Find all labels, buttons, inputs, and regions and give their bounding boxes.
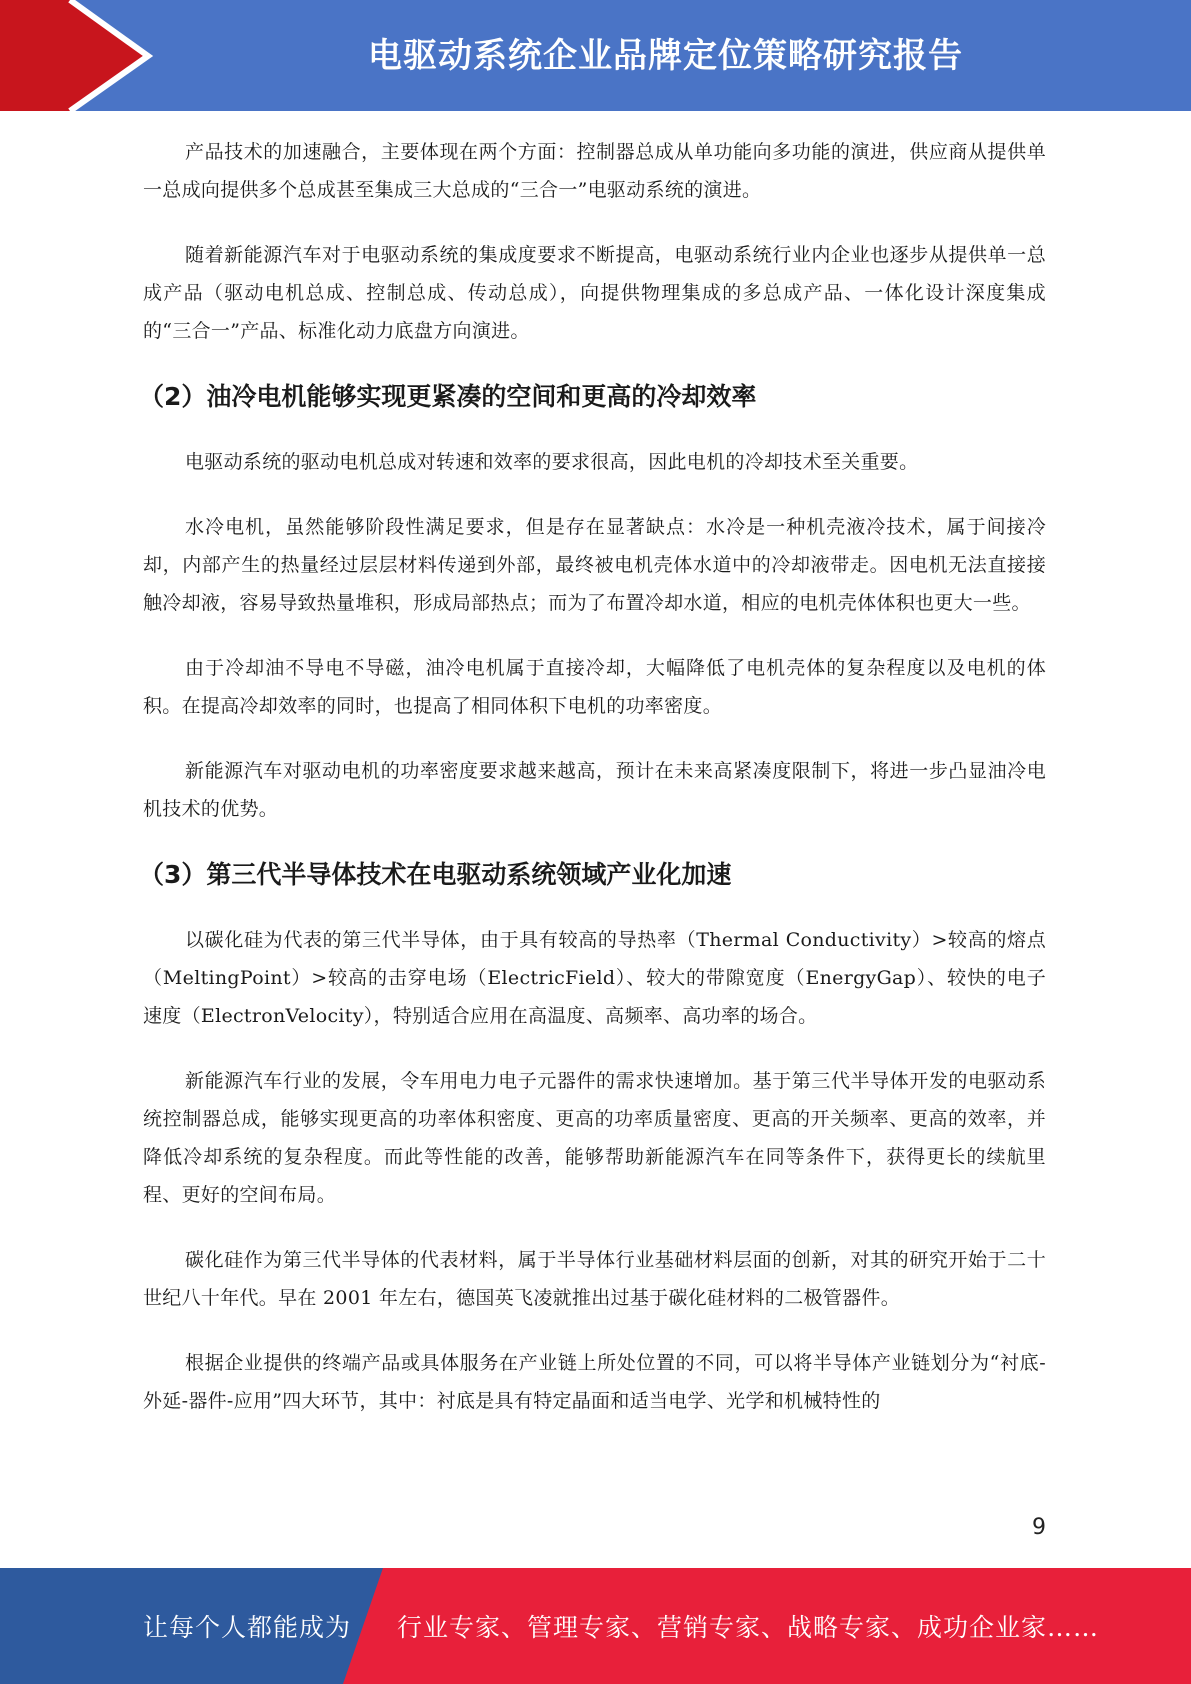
page-footer xyxy=(0,1568,1191,1684)
paragraph: 由于冷却油不导电不导磁，油冷电机属于直接冷却，大幅降低了电机壳体的复杂程度以及电机的体积。在提高冷却效率的同时，也提高了相同体积下电机的功率密度。 xyxy=(143,657,1046,717)
paragraph: 根据企业提供的终端产品或具体服务在产业链上所处位置的不同，可以将半导体产业链划分为“衬底-外延-器件-应用”四大环节，其中：衬底是具有特定晶面和适当电学、光学和机械特性的 xyxy=(143,1352,1046,1412)
page-header xyxy=(0,0,1191,111)
paragraph: 碳化硅作为第三代半导体的代表材料，属于半导体行业基础材料层面的创新，对其的研究开始于二十世纪八十年代。早在 2001 年左右，德国英飞凌就推出过基于碳化硅材料的二极管器件。 xyxy=(143,1249,1046,1309)
footer-slogan-right: 行业专家、管理专家、营销专家、战略专家、成功企业家…… xyxy=(397,1613,1100,1642)
paragraph: 电驱动系统的驱动电机总成对转速和效率的要求很高，因此电机的冷却技术至关重要。 xyxy=(185,451,919,473)
section-heading: （2）油冷电机能够实现更紧凑的空间和更高的冷却效率 xyxy=(139,382,757,411)
paragraph: 产品技术的加速融合，主要体现在两个方面：控制器总成从单功能向多功能的演进，供应商从提供单一总成向提供多个总成甚至集成三大总成的“三合一”电驱动系统的演进。 xyxy=(143,141,1046,201)
section-heading: （3）第三代半导体技术在电驱动系统领域产业化加速 xyxy=(139,860,732,889)
paragraph: 随着新能源汽车对于电驱动系统的集成度要求不断提高，电驱动系统行业内企业也逐步从提供单一总成产品（驱动电机总成、控制总成、传动总成），向提供物理集成的多总成产品、一体化设计深度集成的“三合一”产品、标准化动力底盘方向演进。 xyxy=(143,244,1046,342)
paragraph: 新能源汽车行业的发展，令车用电力电子元器件的需求快速增加。基于第三代半导体开发的电驱动系统控制器总成，能够实现更高的功率体积密度、更高的功率质量密度、更高的开关频率、更高的效率，并降低冷却系统的复杂程度。而此等性能的改善，能够帮助新能源汽车在同等条件下，获得更长的续航里程、更好的空间布局。 xyxy=(143,1070,1046,1206)
page-content xyxy=(139,133,1046,1447)
header-title: 电驱动系统企业品牌定位策略研究报告 xyxy=(368,36,963,76)
footer-slogan-left: 让每个人都能成为 xyxy=(143,1613,352,1642)
paragraph: 新能源汽车对驱动电机的功率密度要求越来越高，预计在未来高紧凑度限制下，将进一步凸显油冷电机技术的优势。 xyxy=(143,760,1046,820)
paragraph: 水冷电机，虽然能够阶段性满足要求，但是存在显著缺点：水冷是一种机壳液冷技术，属于间接冷却，内部产生的热量经过层层材料传递到外部，最终被电机壳体水道中的冷却液带走。因电机无法直接接触冷却液，容易导致热量堆积，形成局部热点；而为了布置冷却水道，相应的电机壳体体积也更大一些。 xyxy=(143,516,1046,614)
paragraph: 以碳化硅为代表的第三代半导体，由于具有较高的导热率（Thermal Conductivity）>较高的熔点（MeltingPoint）>较高的击穿电场（ElectricField）、较大的带隙宽度（EnergyGap）、较快的电子速度（ElectronVelocity），特别适合应用在高温度、高频率、高功率的场合。 xyxy=(143,929,1046,1027)
page-number: 9 xyxy=(1032,1515,1046,1540)
